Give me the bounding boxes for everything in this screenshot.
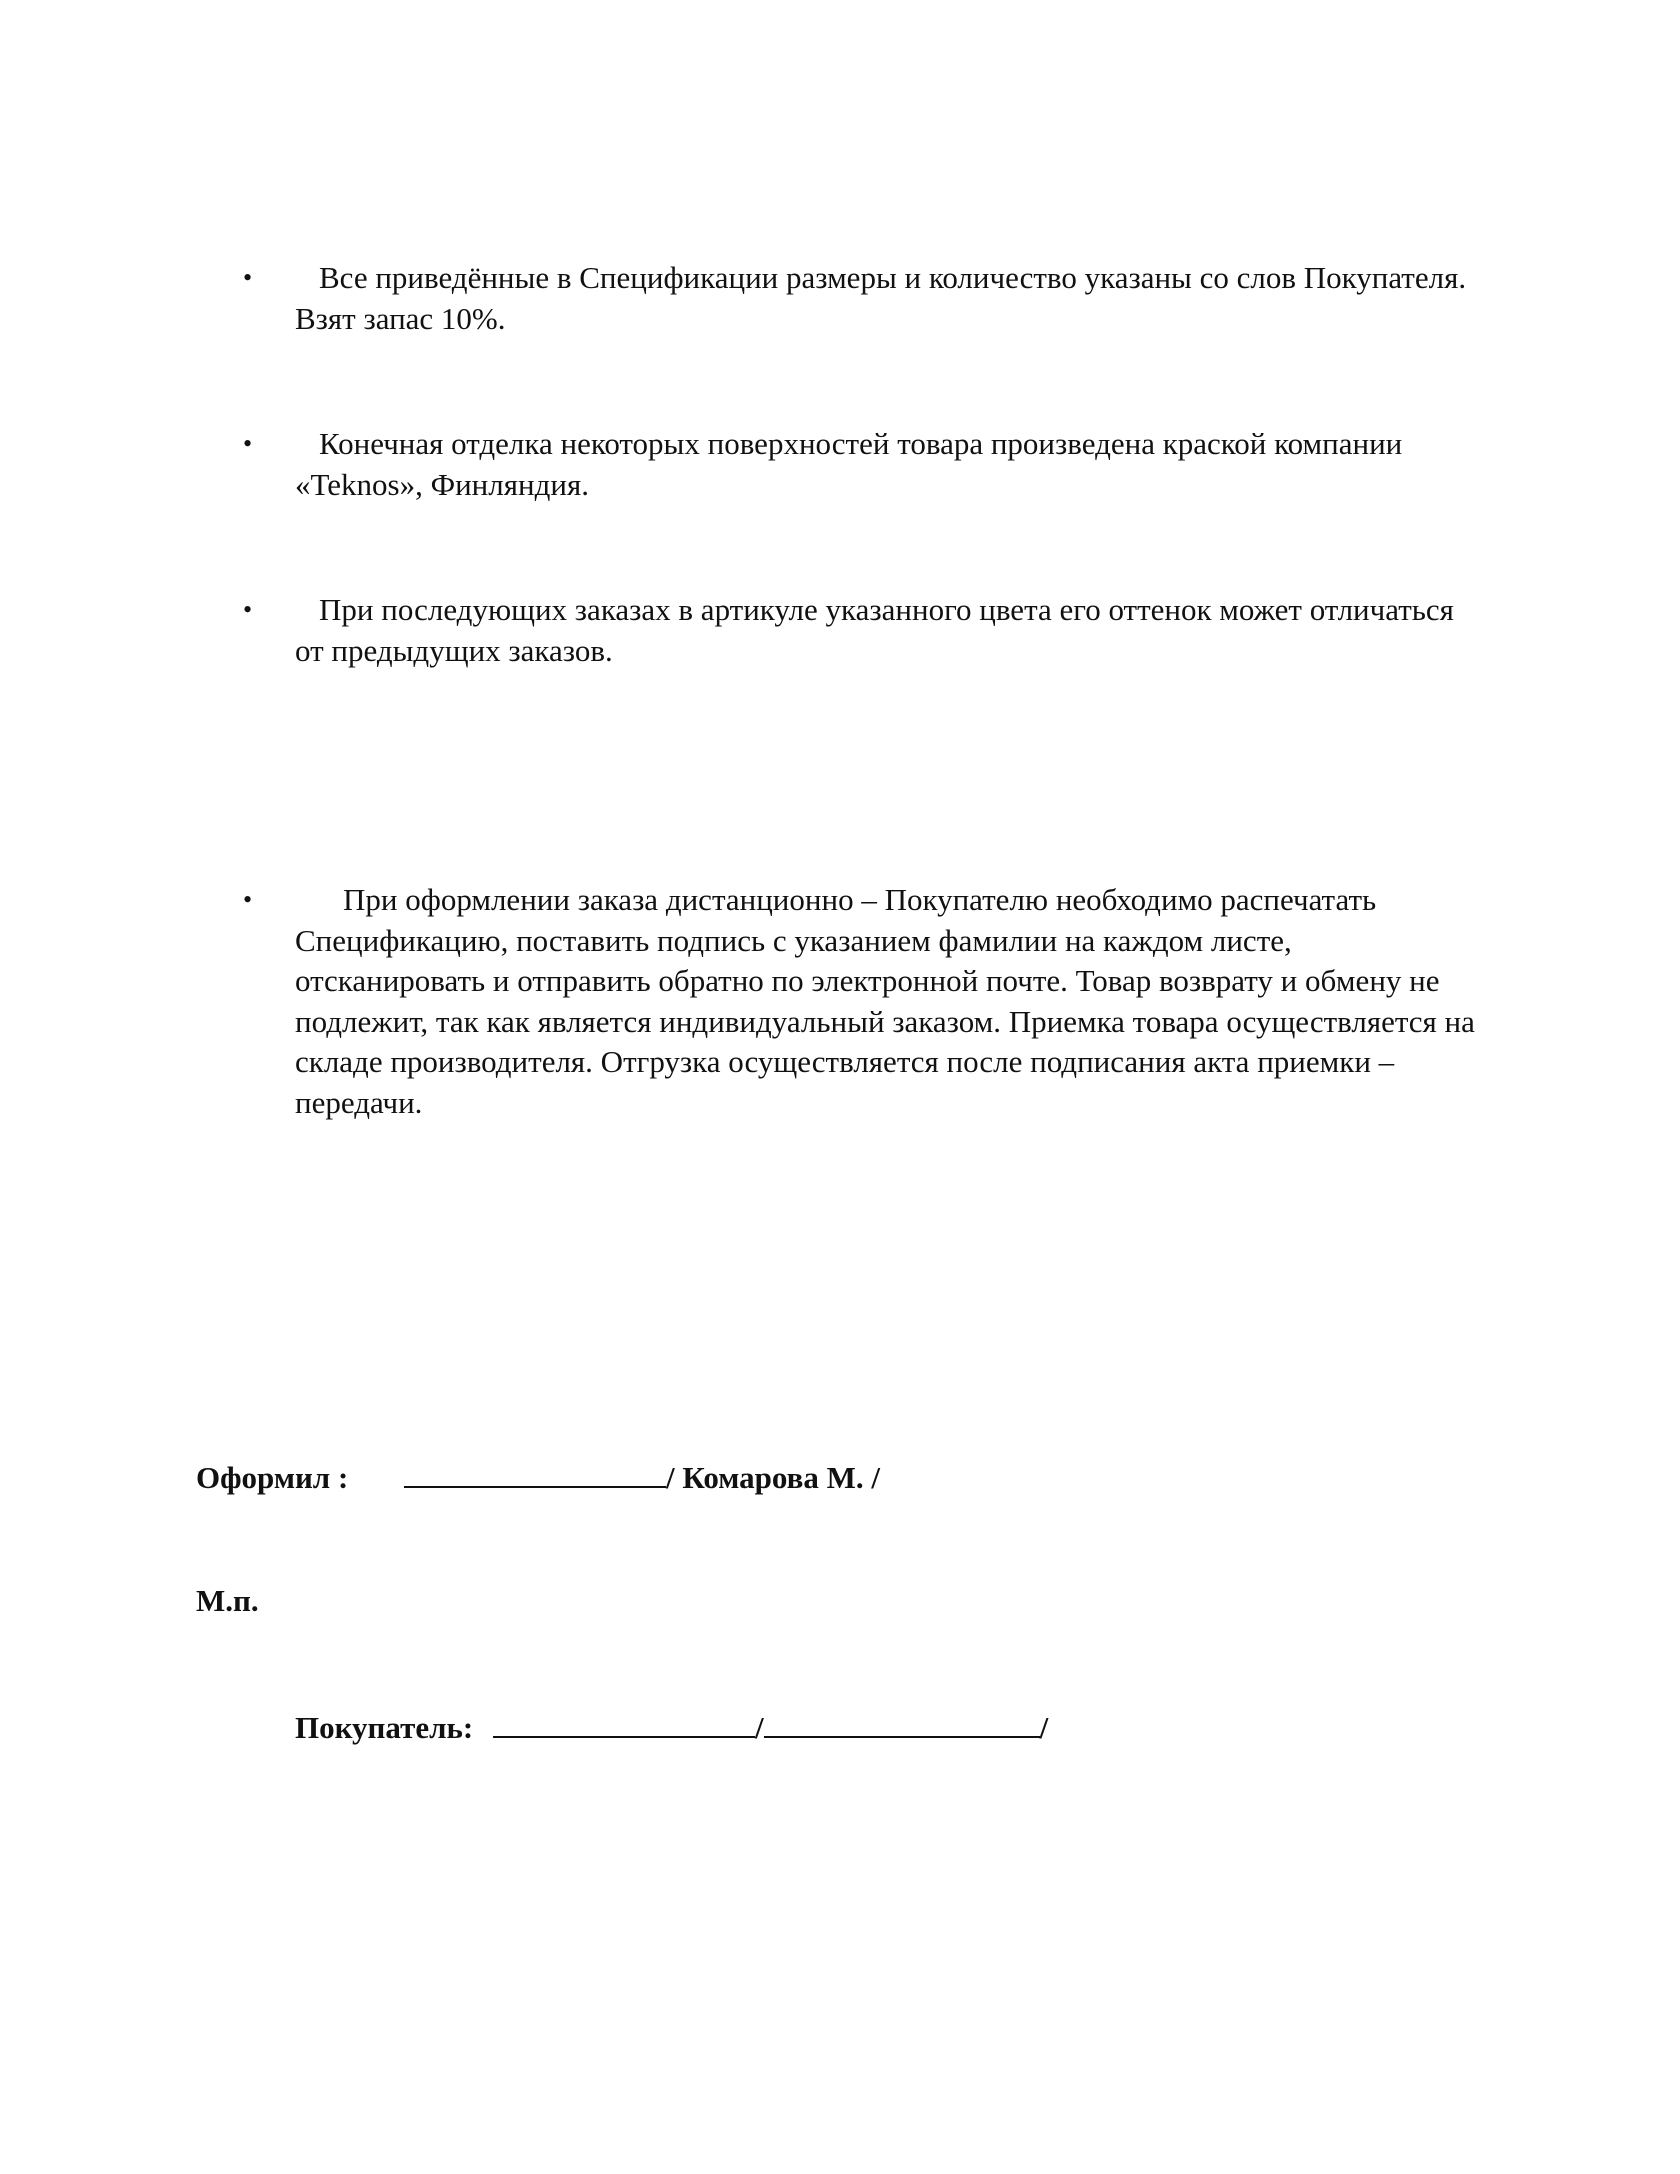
buyer-signature bbox=[295, 1706, 1048, 1748]
note-item bbox=[243, 590, 1483, 671]
buyer-separator: / bbox=[754, 1710, 764, 1745]
note-text: При оформлении заказа дистанционно – Покупателю необходимо распечатать Спецификацию, поставить подпись с указанием фамилии на каждом листе, отсканировать и отправить обратно по электронной почте. Товар возврату и обмену не подлежит, так как является индивидуальный заказом. Приемка товара осуществляется на складе производителя. Отгрузка осуществляется после подписания акта приемки –передачи. bbox=[295, 882, 1475, 1120]
issued-name: / Комарова М. / bbox=[666, 1460, 880, 1495]
bullet-icon: • bbox=[243, 885, 253, 914]
note-text: Конечная отделка некоторых поверхностей товара произведена краской компании «Teknos», Финляндия. bbox=[295, 426, 1403, 502]
note-text: При последующих заказах в артикуле указанного цвета его оттенок может отличаться от предыдущих заказов. bbox=[295, 592, 1454, 668]
note-item bbox=[243, 424, 1483, 505]
bullet-icon: • bbox=[243, 429, 253, 458]
note-item bbox=[243, 258, 1483, 339]
buyer-name-blank bbox=[764, 1706, 1040, 1738]
bullet-icon: • bbox=[243, 595, 253, 624]
buyer-label: Покупатель: bbox=[295, 1710, 474, 1745]
stamp-label: М.п. bbox=[196, 1583, 259, 1618]
issued-label: Оформил : bbox=[196, 1460, 349, 1495]
issued-signature-blank bbox=[404, 1456, 666, 1488]
buyer-end: / bbox=[1039, 1710, 1049, 1745]
note-text: Все приведённые в Спецификации размеры и количество указаны со слов Покупателя. Взят запас 10%. bbox=[295, 260, 1467, 336]
buyer-signature-blank bbox=[493, 1706, 755, 1738]
issued-by-signature bbox=[196, 1456, 880, 1498]
bullet-icon: • bbox=[243, 263, 253, 292]
note-item bbox=[243, 880, 1483, 1123]
